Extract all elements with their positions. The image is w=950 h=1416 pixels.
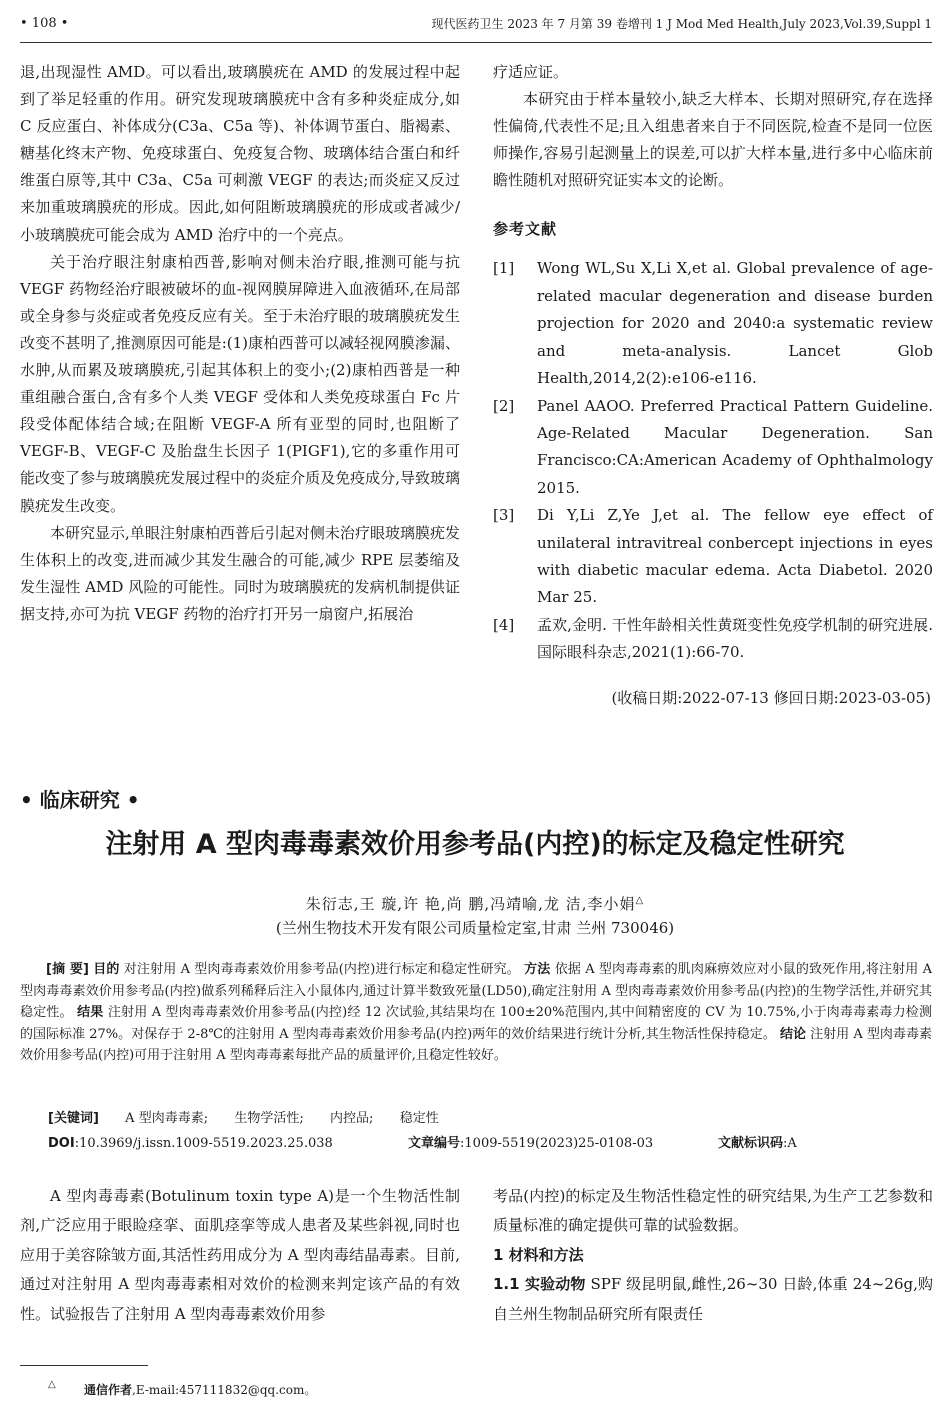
method-label: 方法 [524,962,551,977]
keyword: 稳定性 [399,1111,439,1126]
affiliation: (兰州生物技术开发有限公司质量检定室,甘肃 兰州 730046) [275,919,675,937]
article-number-label: 文章编号 [408,1136,461,1151]
reference-text: 孟欢,金明. 干性年龄相关性黄斑变性免疫学机制的研究进展. 国际眼科杂志,2021(1):66-70. [537,615,933,662]
page-header [20,10,932,38]
keyword: 内控品; [330,1111,374,1126]
reference-number: [4] [493,615,515,634]
keyword: A 型肉毒毒素; [125,1111,209,1126]
reference-text: Di Y,Li Z,Ye J,et al. The fellow eye effect of unilateral intravitreal conbercept injections in eyes with diabetic macular edema. Acta Diabetol. 2020 Mar 25. [537,506,933,607]
abstract [20,959,932,1067]
reference-item [493,393,933,503]
prev-paragraph: 退,出现湿性 AMD。可以看出,玻璃膜疣在 AMD 的发展过程中起到了举足轻重的作用。研究发现玻璃膜疣中含有多种炎症成分,如 C 反应蛋白、补体成分(C3a、C5a 等)、补体调节蛋白、脂褐素、糖基化终末产物、免疫球蛋白、免疫复合物、玻璃体结合蛋白和纤维蛋白原等,其中 C3a、C5a 可刺激 VEGF 的表达;而炎症又反过来加重玻璃膜疣的形成。因此,如何阻断玻璃膜疣的形成或者减少/小玻璃膜疣可能会成为 AMD 治疗中的一个亮点。 [20,63,460,244]
references-heading: 参考文献 [493,220,558,239]
keywords-label: [关键词] [48,1111,99,1126]
footnote-mark: △ [48,1379,56,1390]
prev-article-left-column [20,59,460,628]
result-text: 注射用 A 型肉毒毒素效价用参考品(内控)经 12 次试验,其结果均在 100±20%范围内,其中间精密度的 CV 为 10.75%,小于肉毒毒素毒力检测的国际标准 27%。对保存于 2-8℃的注射用 A 型肉毒毒素效价用参考品(内控)两年的效价结果进行统计分析,其生物活性保持稳定。 [20,1005,932,1042]
article-body-left [20,1182,460,1329]
conclusion-label: 结论 [779,1026,806,1042]
document-code-value: :A [783,1136,797,1151]
body-paragraph: 考品(内控)的标定及生物活性稳定性的研究结果,为生产工艺参数和质量标准的确定提供可靠的试验数据。 [493,1187,933,1235]
subsection-text: SPF 级昆明鼠,雌性,26~30 日龄,体重 24~26g,购自兰州生物制品研究所有限责任 [493,1275,934,1323]
prev-paragraph: 本研究由于样本量较小,缺乏大样本、长期对照研究,存在选择性偏倚,代表性不足;且入组患者来自于不同医院,检查不是同一位医师操作,容易引起测量上的误差,可以扩大样本量,进行多中心临床前瞻性随机对照研究证实本文的论断。 [493,90,933,190]
prev-paragraph: 疗适应证。 [493,63,569,81]
method-text: 依据 A 型肉毒毒素的肌肉麻痹效应对小鼠的致死作用,将注射用 A 型肉毒毒素效价用参考品(内控)做系列稀释后注入小鼠体内,通过计算半数致死量(LD50),确定注射用 A 型肉毒毒素效价用参考品(内控)的生物学活性,并研究其稳定性。 [20,962,933,1020]
reference-number: [2] [493,396,515,415]
page-number: • 108 • [20,16,69,31]
conclusion-text: 注射用 A 型肉毒毒素效价用参考品(内控)可用于注射用 A 型肉毒毒素每批产品的质量评价,且稳定性较好。 [20,1026,932,1063]
article-number-value: :1009-5519(2023)25-0108-03 [460,1136,654,1151]
prev-article-right-column [493,59,933,712]
abstract-label: [摘 要] [46,962,89,977]
document-code-label: 文献标识码 [718,1136,784,1151]
authors-text: 朱衍志,王 璇,许 艳,尚 鹏,冯靖喻,龙 洁,李小娟 [305,895,636,913]
article-title: 注射用 A 型肉毒毒素效价用参考品(内控)的标定及稳定性研究 [105,829,845,860]
article-number [408,1133,653,1155]
objective-text: 对注射用 A 型肉毒毒素效价用参考品(内控)进行标定和稳定性研究。 [123,962,520,977]
reference-number: [1] [493,259,515,278]
document-code [718,1133,797,1155]
reference-number: [3] [493,506,515,525]
reference-item [493,502,933,612]
received-revised-dates: (收稿日期:2022-07-13 修回日期:2023-03-05) [611,688,931,707]
result-label: 结果 [77,1005,104,1020]
prev-paragraph: 本研究显示,单眼注射康柏西普后引起对侧未治疗眼玻璃膜疣发生体积上的改变,进而减少其发生融合的可能,减少 RPE 层萎缩及发生湿性 AMD 风险的可能性。同时为玻璃膜疣的发病机制提供证据支持,亦可为抗 VEGF 药物的治疗打开另一扇窗户,拓展治 [20,523,460,623]
header-rule [20,42,932,43]
footnote [48,1380,316,1400]
section-heading: 1 材料和方法 [493,1245,584,1264]
subsection-paragraph [493,1270,933,1329]
article-body-right [493,1182,933,1329]
prev-paragraph: 关于治疗眼注射康柏西普,影响对侧未治疗眼,推测可能与抗 VEGF 药物经治疗眼被破坏的血-视网膜屏障进入血液循环,在局部或全身参与炎症或者免疫反应有关。至于未治疗眼的玻璃膜疣发生改变不甚明了,推测原因可能是:(1)康柏西普可以减轻视网膜渗漏、水肿,从而累及玻璃膜疣,引起其体积上的变小;(2)康柏西普是一种重组融合蛋白,含有多个人类 VEGF 受体和人类免疫球蛋白 Fc 片段受体配体结合域;在阻断 VEGF-A 所有亚型的同时,也阻断了 VEGF-B、VEGF-C 及胎盘生长因子 1(PIGF1),它的多重作用可能改变了参与玻璃膜疣发展过程中的炎症介质及免疫成分,导致玻璃膜疣发生改变。 [20,252,460,515]
section-label: • 临床研究 • [20,788,140,812]
keywords [48,1108,439,1130]
corresponding-mark: △ [635,895,645,906]
journal-info: 现代医药卫生 2023 年 7 月第 39 卷增刊 1 J Mod Med Health,July 2023,Vol.39,Suppl 1 [431,17,932,31]
reference-text: Panel AAOO. Preferred Practical Pattern Guideline. Age-Related Macular Degeneration. San Francisco:CA:American Academy of Ophthalmology 2015. [537,396,933,497]
reference-item [493,255,933,392]
subsection-heading: 1.1 实验动物 [493,1275,586,1294]
footnote-rule [20,1365,148,1366]
keyword: 生物学活性; [234,1111,304,1126]
footnote-text: ,E-mail:457111832@qq.com。 [132,1383,317,1397]
doi-label: DOI [48,1136,75,1151]
author-list [0,888,950,917]
reference-text: Wong WL,Su X,Li X,et al. Global prevalence of age-related macular degeneration and disease burden projection for 2020 and 2040:a systematic review and meta-analysis. Lancet Glob Health,2014,2(2):e106-e116. [537,259,933,388]
body-paragraph: A 型肉毒毒素(Botulinum toxin type A)是一个生物活性制剂,广泛应用于眼睑痉挛、面肌痉挛等成人患者及某些斜视,同时也应用于美容除皱方面,其活性药用成分为 A 型肉毒结晶毒素。目前,通过对注射用 A 型肉毒毒素相对效价的检测来判定该产品的有效性。试验报告了注射用 A 型肉毒毒素效价用参 [20,1187,460,1323]
doi-value: :10.3969/j.issn.1009-5519.2023.25.038 [74,1136,333,1151]
reference-item [493,612,933,667]
doi [48,1133,333,1155]
footnote-label: 通信作者 [84,1383,133,1397]
objective-label: 目的 [93,962,120,977]
